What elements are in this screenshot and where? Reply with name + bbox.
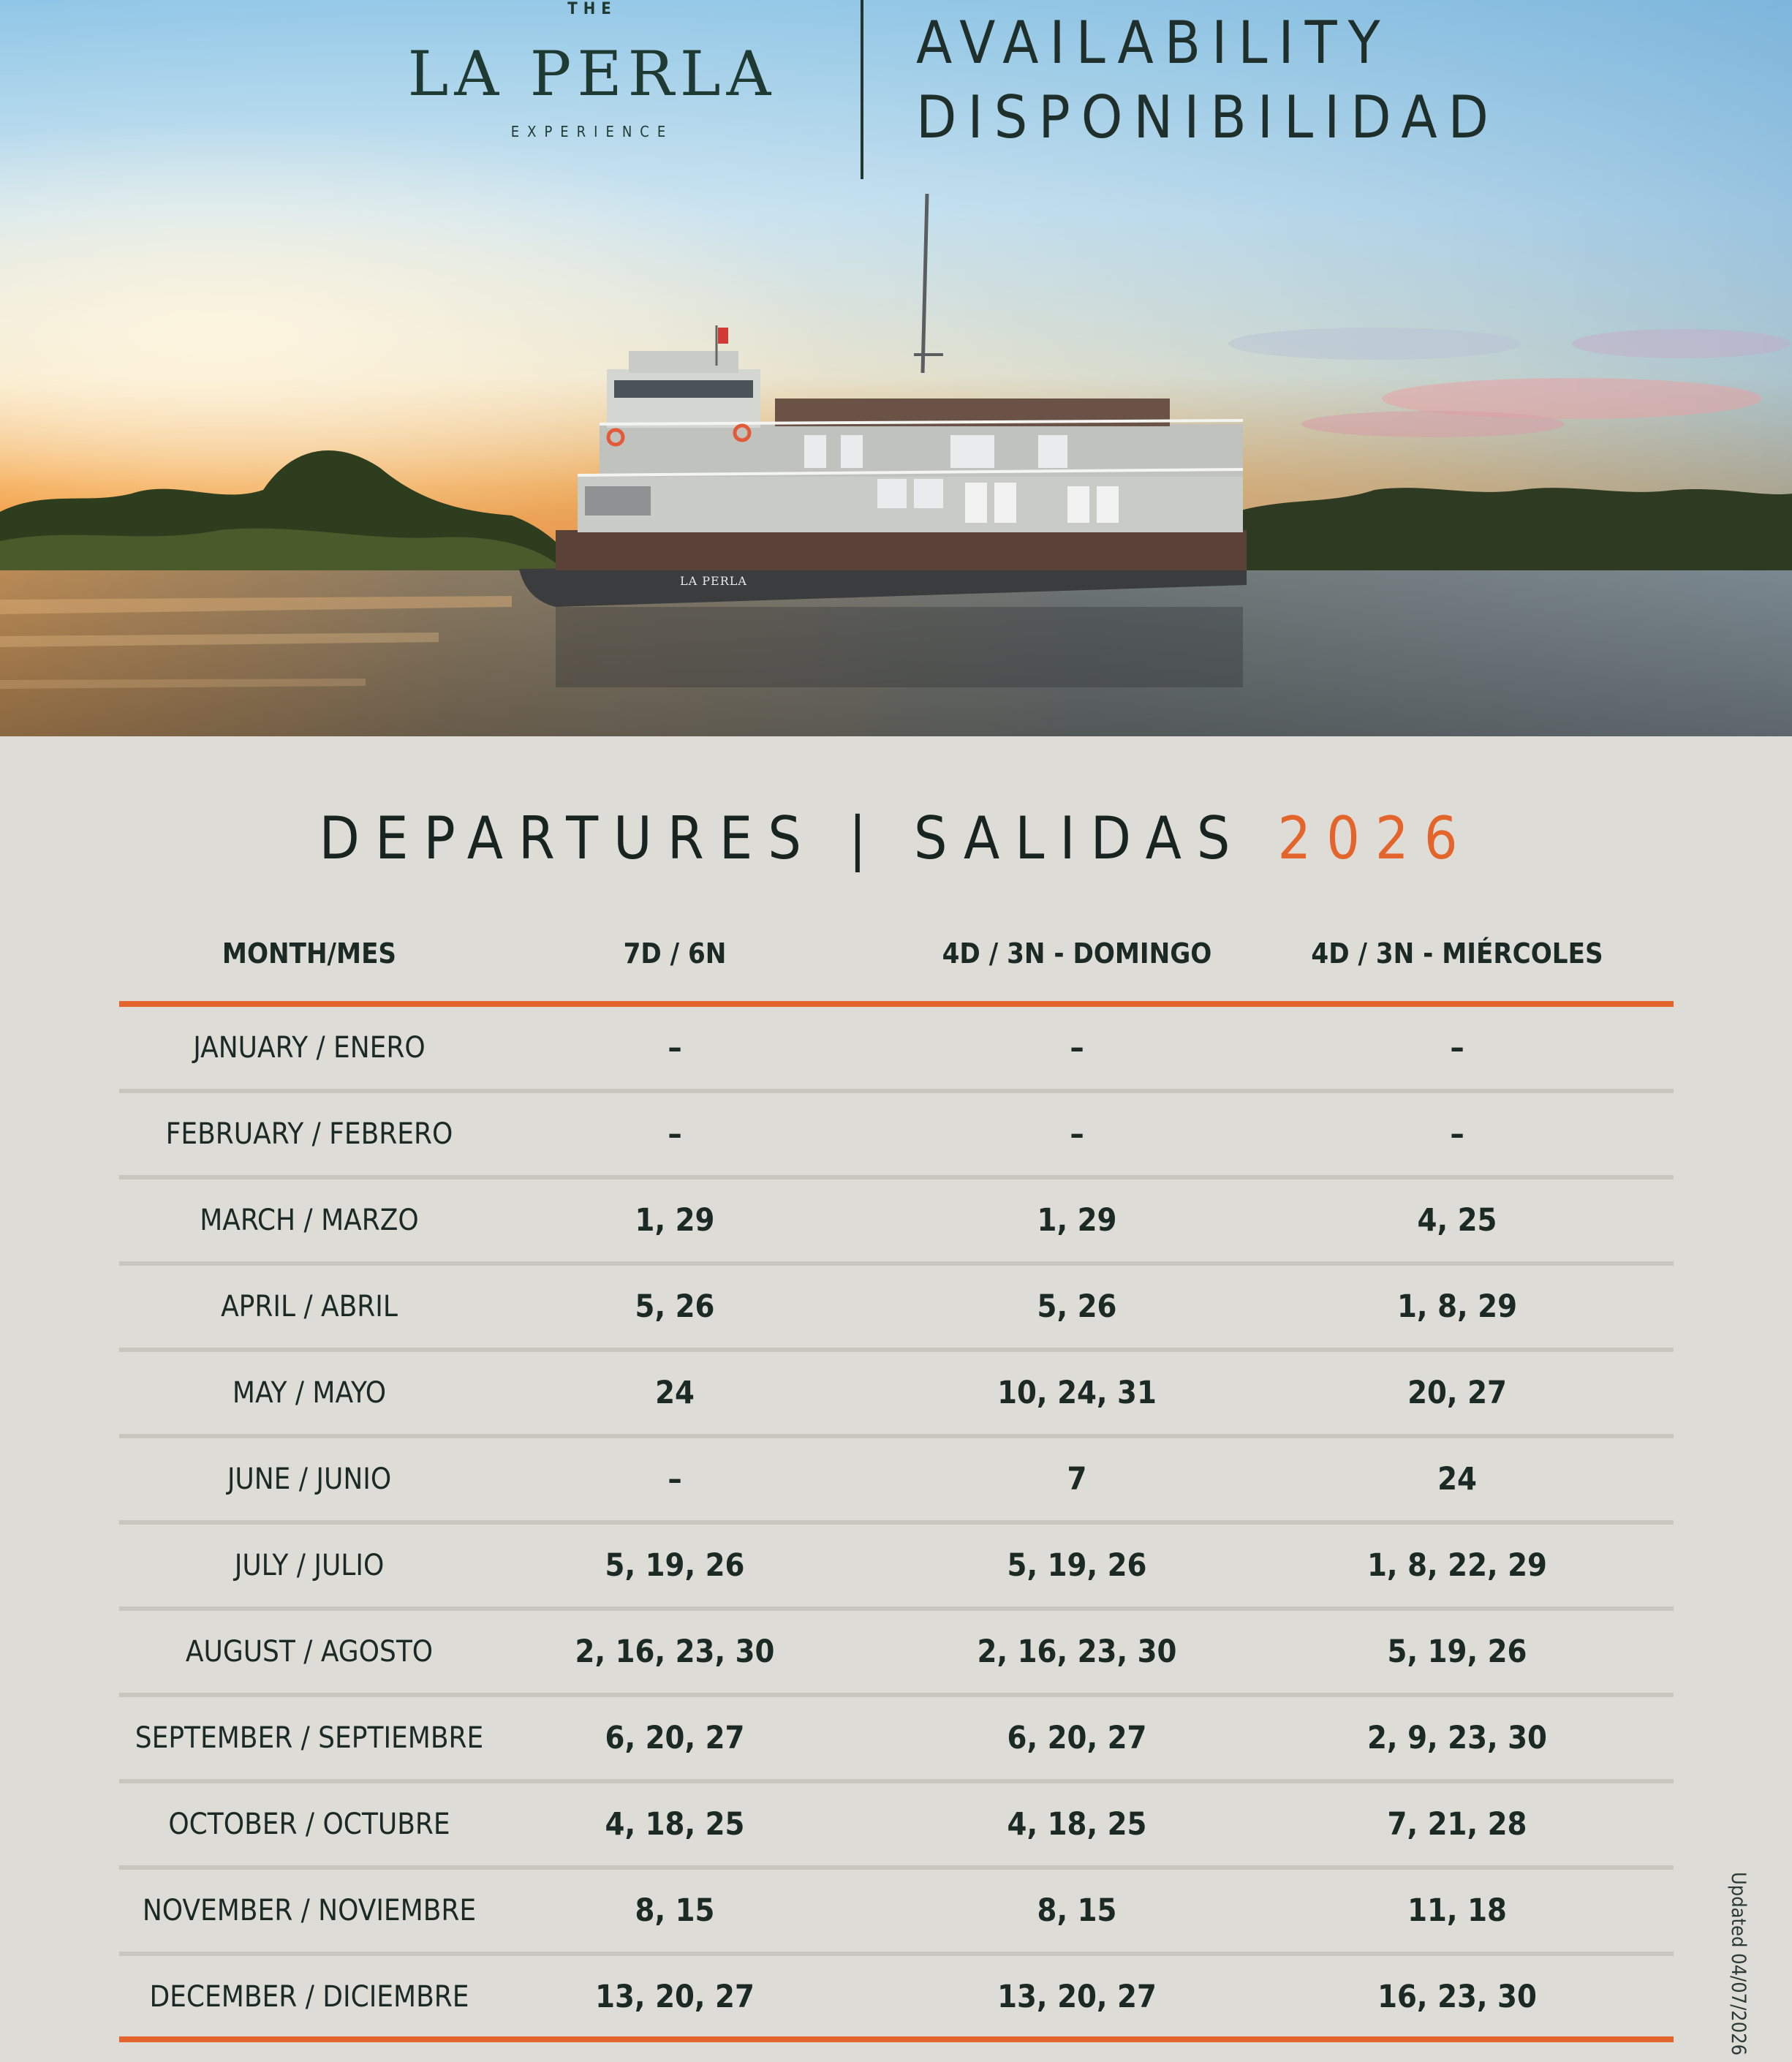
table-row [119, 1783, 1674, 1870]
departure-dates-cell: 5, 19, 26 [1007, 1547, 1147, 1584]
month-cell: DECEMBER / DICIEMBRE [149, 1980, 469, 2014]
column-header-month: MONTH/MES [222, 937, 397, 970]
departure-dates-cell: 16, 23, 30 [1377, 1979, 1537, 2015]
departure-dates-cell: 5, 19, 26 [1387, 1634, 1527, 1670]
departure-dates-cell: 1, 29 [1037, 1202, 1117, 1239]
month-cell: APRIL / ABRIL [221, 1290, 398, 1323]
departure-dates-cell: 2, 16, 23, 30 [977, 1634, 1177, 1670]
departure-dates-cell: 1, 8, 22, 29 [1367, 1547, 1547, 1584]
brand-the: THE [567, 0, 617, 18]
departure-dates-cell: 20, 27 [1407, 1375, 1507, 1411]
month-cell: AUGUST / AGOSTO [185, 1635, 434, 1669]
month-cell: JULY / JULIO [234, 1549, 385, 1582]
departure-dates-cell: 24 [1437, 1461, 1477, 1498]
hero-photo [0, 0, 1792, 736]
column-header-7d6n: 7D / 6N [623, 937, 727, 970]
departure-dates-cell: 13, 20, 27 [997, 1979, 1157, 2015]
column-header-4d3n-domingo: 4D / 3N - DOMINGO [942, 937, 1212, 970]
departure-dates-cell: 10, 24, 31 [997, 1375, 1157, 1411]
departure-dates-cell: 7, 21, 28 [1387, 1806, 1527, 1843]
month-cell: OCTOBER / OCTUBRE [168, 1808, 450, 1841]
departure-dates-cell: – [668, 1461, 682, 1498]
header-rule [119, 1001, 1674, 1007]
departure-dates-cell: 24 [655, 1375, 695, 1411]
table-row [119, 1611, 1674, 1697]
departures-year: 2026 [1277, 804, 1473, 872]
brand-name: LA PERLA [407, 38, 777, 110]
departure-dates-cell: – [1450, 1116, 1464, 1152]
departure-dates-cell: 1, 8, 29 [1397, 1288, 1517, 1325]
availability-heading [916, 6, 1500, 155]
brand-experience: EXPERIENCE [510, 123, 674, 140]
departure-dates-cell: 5, 19, 26 [605, 1547, 745, 1584]
departure-dates-cell: 13, 20, 27 [595, 1979, 755, 2015]
updated-date: Updated 04/07/2026 [1727, 1872, 1750, 2056]
table-bottom-rule [119, 2036, 1674, 2042]
departure-dates-cell: – [1070, 1116, 1084, 1152]
departure-dates-cell: 4, 18, 25 [605, 1806, 745, 1843]
departure-dates-cell: 4, 25 [1417, 1202, 1497, 1239]
table-row [119, 1525, 1674, 1611]
month-cell: JANUARY / ENERO [193, 1031, 426, 1065]
table-row [119, 1179, 1674, 1266]
river-cruise-photo [0, 0, 1792, 736]
departure-dates-cell: – [1070, 1030, 1084, 1066]
month-cell: NOVEMBER / NOVIEMBRE [142, 1894, 477, 1927]
availability-title-es: DISPONIBILIDAD [916, 83, 1500, 151]
table-row [119, 1007, 1674, 1093]
departure-dates-cell: 2, 16, 23, 30 [575, 1634, 775, 1670]
departure-dates-cell: 7 [1067, 1461, 1087, 1498]
departure-dates-cell: – [668, 1116, 682, 1152]
header-divider [861, 0, 863, 179]
departure-dates-cell: 2, 9, 23, 30 [1367, 1720, 1547, 1756]
table-row [119, 1352, 1674, 1438]
departures-title [0, 804, 1792, 872]
departure-dates-cell: 6, 20, 27 [1007, 1720, 1147, 1756]
table-row [119, 1438, 1674, 1525]
table-row [119, 1093, 1674, 1179]
column-header-4d3n-miercoles: 4D / 3N - MIÉRCOLES [1311, 937, 1603, 970]
availability-title-en: AVAILABILITY [916, 9, 1391, 77]
departure-dates-cell: 8, 15 [1037, 1892, 1117, 1929]
departure-dates-cell: 4, 18, 25 [1007, 1806, 1147, 1843]
departure-dates-cell: 1, 29 [635, 1202, 715, 1239]
month-cell: MARCH / MARZO [200, 1204, 419, 1237]
departure-dates-cell: 8, 15 [635, 1892, 715, 1929]
month-cell: MAY / MAYO [232, 1376, 387, 1410]
departure-dates-cell: 5, 26 [635, 1288, 715, 1325]
month-cell: JUNE / JUNIO [227, 1462, 392, 1496]
table-row [119, 1870, 1674, 1956]
departures-title-text: DEPARTURES | SALIDAS [319, 804, 1278, 872]
month-cell: SEPTEMBER / SEPTIEMBRE [135, 1721, 484, 1755]
boat-hull-name: LA PERLA [680, 574, 747, 588]
month-cell: FEBRUARY / FEBRERO [165, 1117, 453, 1151]
departure-dates-cell: 11, 18 [1407, 1892, 1507, 1929]
departure-dates-cell: – [1450, 1030, 1464, 1066]
table-row [119, 1956, 1674, 2042]
updated-note [1729, 1872, 1751, 2055]
departure-dates-cell: 5, 26 [1037, 1288, 1117, 1325]
table-row [119, 1697, 1674, 1783]
departure-dates-cell: – [668, 1030, 682, 1066]
table-row [119, 1266, 1674, 1352]
departure-dates-cell: 6, 20, 27 [605, 1720, 745, 1756]
